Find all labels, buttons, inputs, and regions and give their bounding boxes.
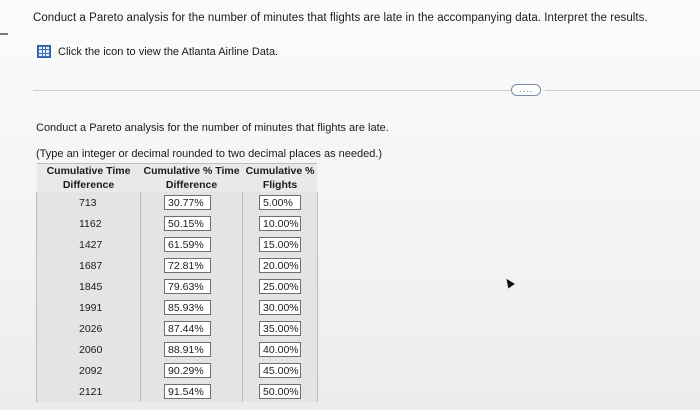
pct-time-answer[interactable]: 61.59% (164, 237, 211, 252)
pct-time-answer[interactable]: 91.54% (164, 384, 211, 399)
time-cell: 713 (37, 192, 141, 213)
table-row (37, 276, 318, 297)
pct-flights-answer[interactable]: 45.00% (259, 363, 301, 378)
table-row (37, 381, 318, 402)
pct-flights-answer[interactable]: 40.00% (259, 342, 301, 357)
col-header: Flights (243, 178, 318, 192)
pct-time-answer[interactable]: 90.29% (164, 363, 211, 378)
table-row (37, 192, 318, 213)
time-cell: 1845 (37, 276, 141, 297)
table-row (37, 318, 318, 339)
pct-flights-answer[interactable]: 50.00% (259, 384, 301, 399)
table-row (37, 360, 318, 381)
pct-time-answer[interactable]: 85.93% (164, 300, 211, 315)
pareto-table (36, 163, 318, 402)
table-row (37, 297, 318, 318)
table-row (37, 234, 318, 255)
more-button[interactable]: .... (511, 84, 541, 96)
table-row (37, 255, 318, 276)
pct-time-answer[interactable]: 30.77% (164, 195, 211, 210)
pct-time-answer[interactable]: 79.63% (164, 279, 211, 294)
col-header: Difference (37, 178, 141, 192)
pct-time-answer[interactable]: 88.91% (164, 342, 211, 357)
data-link[interactable] (37, 45, 278, 58)
pct-flights-answer[interactable]: 25.00% (259, 279, 301, 294)
pct-flights-answer[interactable]: 5.00% (259, 195, 301, 210)
data-link-label: Click the icon to view the Atlanta Airline Data. (58, 45, 279, 58)
time-cell: 2060 (37, 339, 141, 360)
table-row (37, 213, 318, 234)
edge-mark (0, 33, 8, 35)
time-cell: 2121 (37, 381, 141, 402)
table-row (37, 339, 318, 360)
time-cell: 1162 (37, 213, 141, 234)
grid-table-icon[interactable] (37, 45, 51, 58)
pct-flights-answer[interactable]: 20.00% (259, 258, 301, 273)
pct-time-answer[interactable]: 72.81% (164, 258, 211, 273)
mouse-pointer-icon (503, 277, 515, 289)
question-text: Conduct a Pareto analysis for the number of minutes that flights are late in the accompanying data. Interpret the results. (33, 12, 648, 24)
header-row (37, 164, 318, 179)
time-cell: 1427 (37, 234, 141, 255)
col-header: Cumulative Time (37, 164, 141, 179)
time-cell: 2026 (37, 318, 141, 339)
prompt-text: Conduct a Pareto analysis for the number of minutes that flights are late. (36, 122, 389, 134)
header-row (37, 178, 318, 192)
pct-time-answer[interactable]: 50.15% (164, 216, 211, 231)
divider (33, 90, 511, 91)
pct-flights-answer[interactable]: 30.00% (259, 300, 301, 315)
time-cell: 2092 (37, 360, 141, 381)
hint-text: (Type an integer or decimal rounded to two decimal places as needed.) (36, 148, 383, 160)
pct-flights-answer[interactable]: 35.00% (259, 321, 301, 336)
col-header: Cumulative % Time (141, 164, 243, 179)
divider-right (545, 90, 700, 91)
time-cell: 1687 (37, 255, 141, 276)
time-cell: 1991 (37, 297, 141, 318)
col-header: Cumulative % (243, 164, 318, 179)
pct-flights-answer[interactable]: 10.00% (259, 216, 301, 231)
col-header: Difference (141, 178, 243, 192)
pct-time-answer[interactable]: 87.44% (164, 321, 211, 336)
pct-flights-answer[interactable]: 15.00% (259, 237, 301, 252)
